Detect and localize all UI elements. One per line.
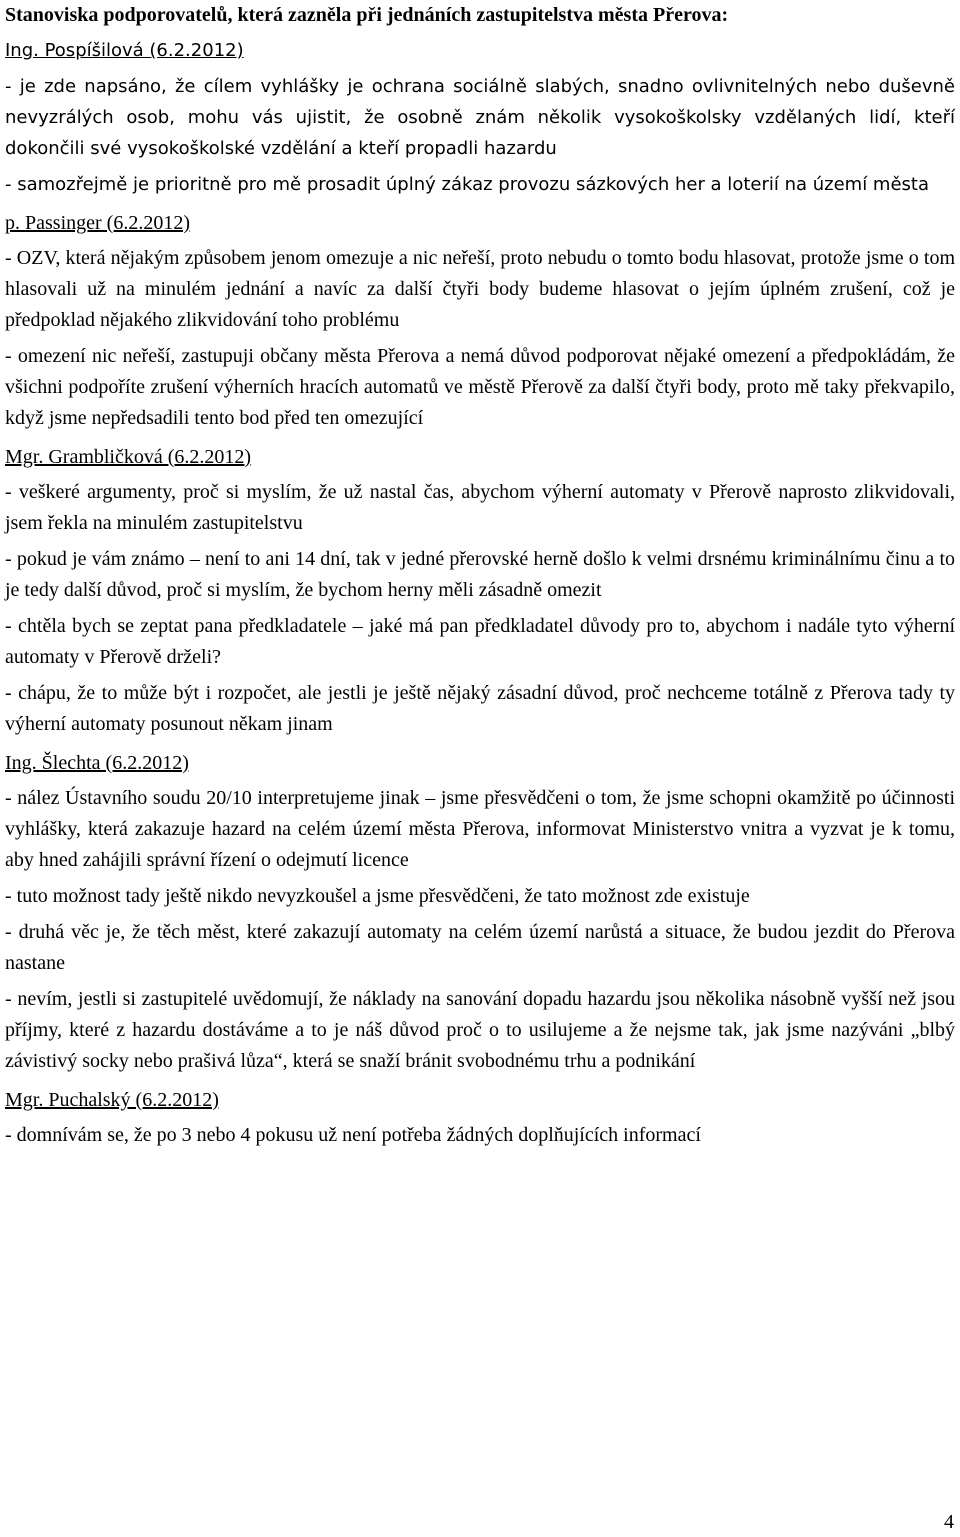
statement-paragraph: - nález Ústavního soudu 20/10 interpretujeme jinak – jsme přesvědčeni o tom, že jsme schopni okamžitě po účinnosti vyhlášky, která zakazuje hazard na celém území města Přerova, informovat Ministerstvo vnitra a vyzvat je k tomu, aby hned zahájili správní řízení o odejmutí licence <box>5 787 955 871</box>
speaker-name: Ing. Pospíšilová (6.2.2012) <box>5 40 244 61</box>
statement-paragraph: - tuto možnost tady ještě nikdo nevyzkoušel a jsme přesvědčeni, že tato možnost zde existuje <box>5 885 750 907</box>
section-passinger <box>5 210 955 434</box>
statement-paragraph: - chtěla bych se zeptat pana předkladatele – jaké má pan předkladatel důvody pro to, abychom i nadále tyto výherní automaty v Přerově drželi? <box>5 615 955 668</box>
statement-paragraph: - nevím, jestli si zastupitelé uvědomují, že náklady na sanování dopadu hazardu jsou několika násobně vyšší než jsou příjmy, které z hazardu dostáváme a to je náš důvod proč o to usilujeme a že nejsme tak, jak jsme nazýváni „blbý závistivý socky nebo prašivá lůza“, která se snaží bránit svobodnému trhu a podnikání <box>5 988 955 1072</box>
speaker-name: p. Passinger (6.2.2012) <box>5 212 190 234</box>
statement-paragraph: - je zde napsáno, že cílem vyhlášky je ochrana sociálně slabých, snadno ovlivnitelných nebo duševně nevyzrálých osob, mohu vás ujistit, že osobně znám několik vysokoškolsky vzdělaných lidí, kteří dokončili své vysokoškolské vzdělání a kteří propadli hazardu <box>5 76 955 159</box>
section-gramblickova <box>5 444 955 740</box>
speaker-name: Mgr. Puchalský (6.2.2012) <box>5 1089 219 1111</box>
statement-paragraph: - pokud je vám známo – není to ani 14 dní, tak v jedné přerovské herně došlo k velmi drsnému kriminálnímu činu a to je tedy další důvod, proč si myslím, že bychom herny měli zásadně omezit <box>5 548 955 601</box>
section-puchalsky <box>5 1087 955 1151</box>
statement-paragraph: - chápu, že to může být i rozpočet, ale jestli je ještě nějaký zásadní důvod, proč nechceme totálně z Přerova tady ty výherní automaty posunout někam jinam <box>5 682 955 735</box>
speaker-name: Mgr. Grambličková (6.2.2012) <box>5 446 252 468</box>
statement-paragraph: - omezení nic neřeší, zastupuji občany města Přerova a nemá důvod podporovat nějaké omezení a předpokládám, že všichni podpoříte zrušení výherních hracích automatů ve městě Přerově za další čtyři body, proto mě taky překvapilo, když jsme nepředsadili tento bod před ten omezující <box>5 345 955 429</box>
section-slechta <box>5 750 955 1077</box>
section-pospisilova <box>5 38 955 200</box>
statement-paragraph: - druhá věc je, že těch měst, které zakazují automaty na celém území narůstá a situace, že budou jezdit do Přerova nastane <box>5 921 955 974</box>
document-page <box>5 0 955 1156</box>
statement-paragraph: - OZV, která nějakým způsobem jenom omezuje a nic neřeší, proto nebudu o tomto bodu hlasovat, protože jsme o tom hlasovali už na minulém jednání a navíc za další čtyři body budeme hlasovat o jejím úplném zrušení, což je předpoklad nějakého zlikvidování toho problému <box>5 247 955 331</box>
page-number: 4 <box>944 1511 954 1533</box>
statement-paragraph: - domnívám se, že po 3 nebo 4 pokusu už není potřeba žádných doplňujících informací <box>5 1124 701 1146</box>
statement-paragraph: - samozřejmě je prioritně pro mě prosadit úplný zákaz provozu sázkových her a loterií na území města <box>5 174 930 195</box>
statement-paragraph: - veškeré argumenty, proč si myslím, že už nastal čas, abychom výherní automaty v Přerově naprosto zlikvidovali, jsem řekla na minulém zastupitelstvu <box>5 481 955 534</box>
speaker-name: Ing. Šlechta (6.2.2012) <box>5 752 189 774</box>
document-heading: Stanoviska podporovatelů, která zazněla při jednáních zastupitelstva města Přerova: <box>5 4 729 26</box>
